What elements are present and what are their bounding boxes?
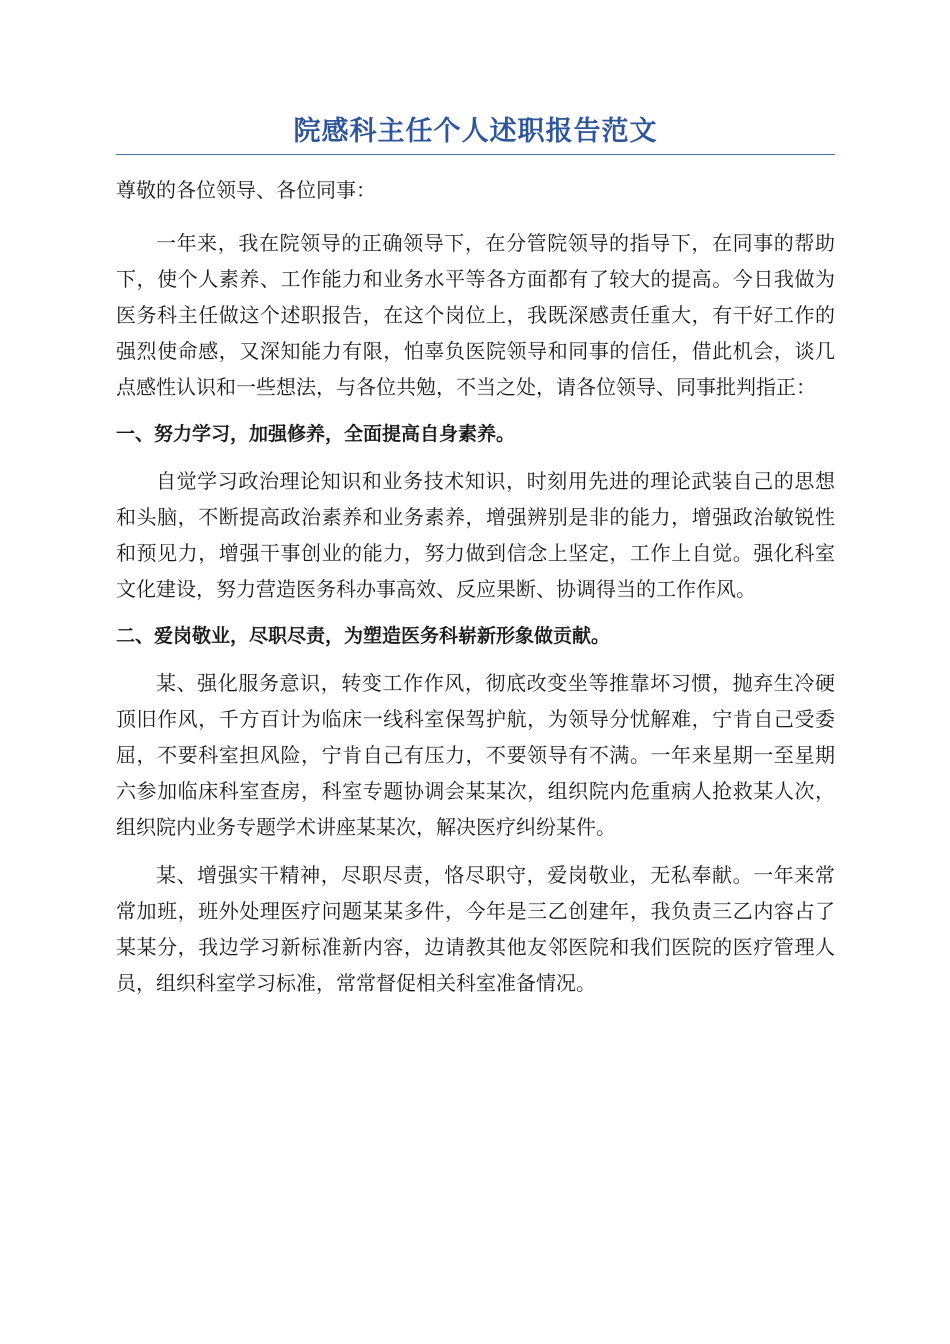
title-underline [116, 154, 835, 155]
salutation: 尊敬的各位领导、各位同事： [116, 178, 376, 202]
document-page [116, 112, 835, 1013]
section-1-heading: 一、努力学习，加强修养，全面提高自身素养。 [116, 423, 516, 445]
intro-paragraph: 一年来，我在院领导的正确领导下，在分管院领导的指导下，在同事的帮助下，使个人素养、工作能力和业务水平等各方面都有了较大的提高。今日我做为医务科主任做这个述职报告，在这个岗位上，我既深感责任重大，有干好工作的强烈使命感，又深知能力有限，怕辜负医院领导和同事的信任，借此机会，谈几点感性认识和一些想法，与各位共勉，不当之处，请各位领导、同事批判指正： [116, 231, 835, 399]
document-title: 院感科主任个人述职报告范文 [293, 116, 658, 147]
section-1-paragraph: 自觉学习政治理论知识和业务技术知识，时刻用先进的理论武装自己的思想和头脑，不断提高政治素养和业务素养，增强辨别是非的能力，增强政治敏锐性和预见力，增强干事创业的能力，努力做到信念上坚定，工作上自觉。强化科室文化建设，努力营造医务科办事高效、反应果断、协调得当的工作作风。 [116, 469, 835, 601]
section-2-heading: 二、爱岗敬业，尽职尽责，为塑造医务科崭新形象做贡献。 [116, 625, 611, 647]
section-2-paragraph-2: 某、增强实干精神，尽职尽责，恪尽职守，爱岗敬业，无私奉献。一年来常常加班，班外处理医疗问题某某多件，今年是三乙创建年，我负责三乙内容占了某某分，我边学习新标准新内容，边请教其他友邻医院和我们医院的医疗管理人员，组织科室学习标准，常常督促相关科室准备情况。 [116, 863, 835, 995]
section-2-paragraph-1: 某、强化服务意识，转变工作作风，彻底改变坐等推靠坏习惯，抛弃生冷硬顶旧作风，千方百计为临床一线科室保驾护航，为领导分忧解难，宁肯自己受委屈，不要科室担风险，宁肯自己有压力，不要领导有不满。一年来星期一至星期六参加临床科室查房，科室专题协调会某某次，组织院内危重病人抢救某人次，组织院内业务专题学术讲座某某次，解决医疗纠纷某件。 [116, 671, 835, 839]
